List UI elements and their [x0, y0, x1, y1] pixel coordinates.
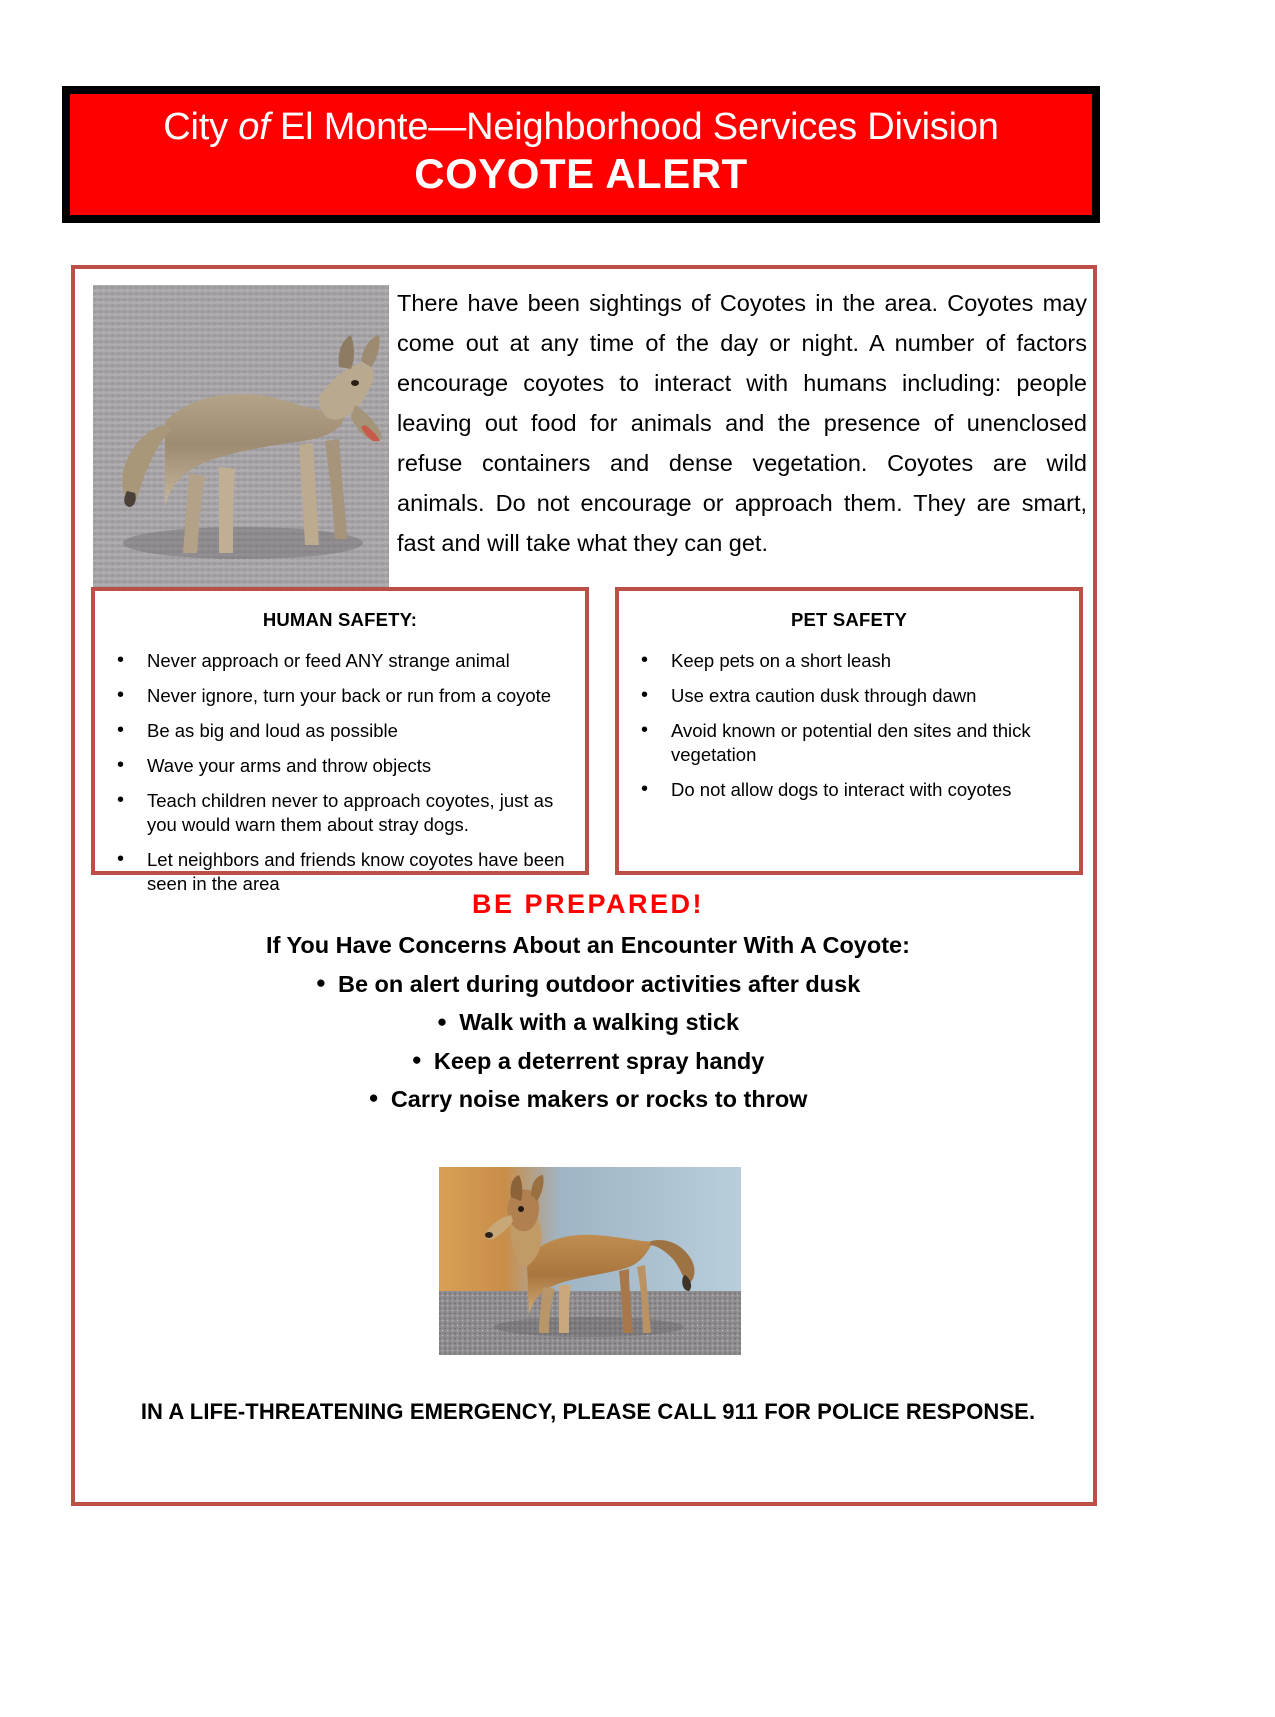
- banner-title-italic: of: [238, 106, 270, 148]
- be-prepared-item: [85, 966, 1091, 1004]
- emergency-notice: IN A LIFE-THREATENING EMERGENCY, PLEASE CALL 911 FOR POLICE RESPONSE.: [140, 1399, 1036, 1424]
- list-item: • Use extra caution dusk through dawn: [671, 684, 1061, 708]
- coyote-photo-bottom: [439, 1167, 741, 1355]
- list-item: • Never approach or feed ANY strange animal: [147, 649, 567, 673]
- be-prepared-item-label: Carry noise makers or rocks to throw: [390, 1085, 808, 1112]
- flyer-body-card: [71, 265, 1097, 1506]
- be-prepared-item: [85, 1043, 1091, 1081]
- pet-safety-title: PET SAFETY: [790, 609, 908, 630]
- safety-sections: [85, 587, 1091, 894]
- list-item: • Wave your arms and throw objects: [147, 754, 567, 778]
- bullet-icon: ●: [315, 973, 326, 993]
- be-prepared-section: [85, 889, 1091, 1119]
- be-prepared-heading: BE PREPARED!: [471, 889, 705, 919]
- list-item: • Let neighbors and friends know coyotes have been seen in the area: [147, 848, 567, 896]
- be-prepared-subheading: If You Have Concerns About an Encounter With A Coyote:: [266, 932, 910, 958]
- banner-title-pre: City: [163, 106, 239, 148]
- intro-section: [85, 277, 1089, 587]
- coyote-photo-top-graphic: [93, 285, 389, 590]
- alert-banner: [62, 86, 1100, 223]
- banner-agency-title: [80, 106, 1082, 149]
- be-prepared-item-label: Be on alert during outdoor activities after dusk: [337, 971, 861, 997]
- list-item: • Keep pets on a short leash: [671, 649, 1061, 673]
- bullet-icon: ●: [411, 1049, 422, 1069]
- be-prepared-item-label: Keep a deterrent spray handy: [433, 1047, 765, 1074]
- bullet-icon: ●: [368, 1088, 379, 1108]
- be-prepared-item: [85, 1004, 1091, 1042]
- human-safety-box: [91, 587, 589, 894]
- list-item: • Never ignore, turn your back or run from a coyote: [147, 684, 567, 708]
- pet-safety-box: [615, 587, 1083, 875]
- bullet-icon: ●: [436, 1011, 448, 1031]
- list-item: • Avoid known or potential den sites and thick vegetation: [671, 719, 1061, 767]
- coyote-photo-top: [93, 285, 389, 590]
- human-safety-title: HUMAN SAFETY:: [262, 609, 418, 630]
- alert-banner-inner: [69, 93, 1093, 216]
- list-item: • Do not allow dogs to interact with coyotes: [671, 778, 1061, 802]
- human-safety-list: [95, 649, 585, 896]
- be-prepared-item-label: Walk with a walking stick: [459, 1009, 740, 1036]
- be-prepared-item: [85, 1081, 1091, 1119]
- banner-title-post: El Monte—Neighborhood Services Division: [269, 106, 999, 148]
- intro-paragraph: There have been sightings of Coyotes in the area. Coyotes may come out at any time of the day or night. A number of factors encourage coyotes to interact with humans including: people leaving out food for animals and the presence of unenclosed refuse containers and dense vegetation. Coyotes are wild animals. Do not encourage or approach them. They are smart, fast and will take what they can get.: [397, 290, 1087, 556]
- banner-alert-title: COYOTE ALERT: [414, 149, 748, 197]
- list-item: • Teach children never to approach coyotes, just as you would warn them about stray dogs.: [147, 789, 567, 837]
- coyote-photo-bottom-graphic: [439, 1167, 741, 1355]
- list-item: • Be as big and loud as possible: [147, 719, 567, 743]
- pet-safety-list: [619, 649, 1079, 802]
